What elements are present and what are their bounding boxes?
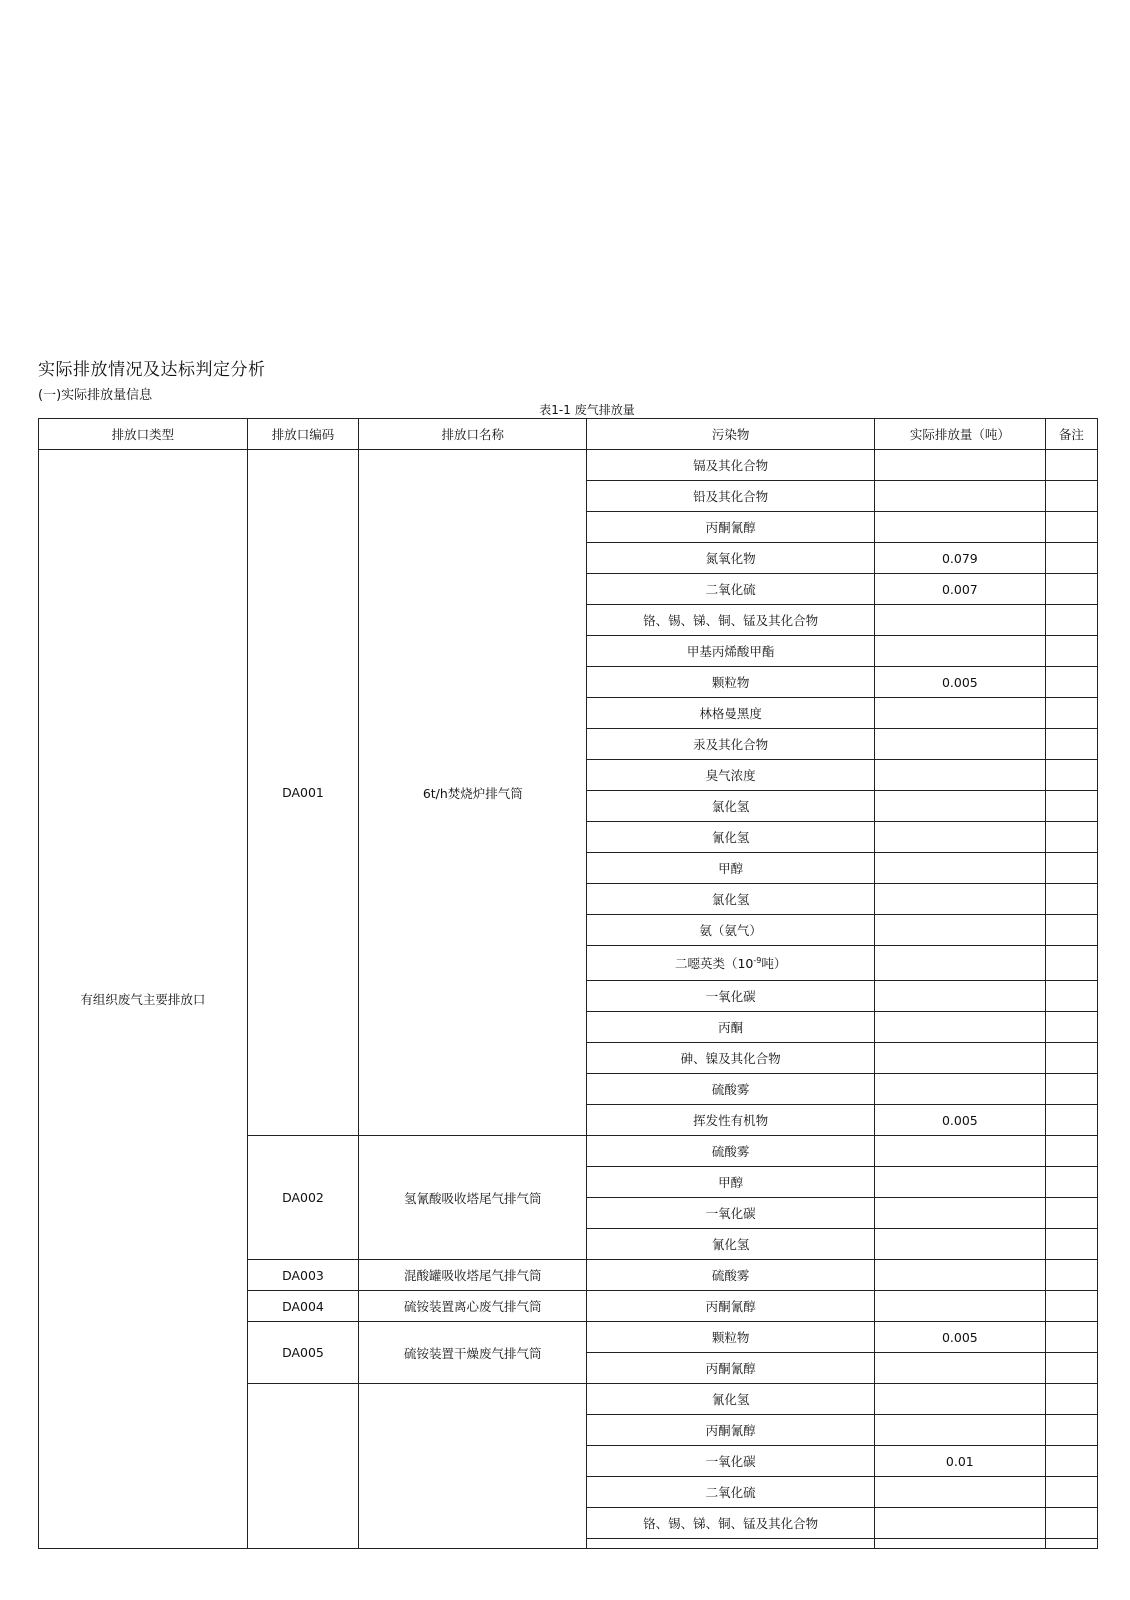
header-remarks: 备注	[1045, 419, 1097, 450]
remarks-cell	[1045, 1012, 1097, 1043]
pollutant-suffix: 吨）	[761, 956, 787, 971]
remarks-cell	[1045, 853, 1097, 884]
remarks-cell	[1045, 791, 1097, 822]
amount-cell	[874, 791, 1045, 822]
outlet-name-cell: 硫铵装置干燥废气排气筒	[359, 1322, 587, 1384]
remarks-cell	[1045, 946, 1097, 981]
remarks-cell	[1045, 1260, 1097, 1291]
amount-cell	[874, 1291, 1045, 1322]
amount-cell	[874, 512, 1045, 543]
remarks-cell	[1045, 481, 1097, 512]
remarks-cell	[1045, 760, 1097, 791]
amount-cell: 0.005	[874, 1322, 1045, 1353]
pollutant-cell: 一氧化碳	[587, 1446, 875, 1477]
pollutant-cell: 硫酸雾	[587, 1260, 875, 1291]
outlet-name-cell	[359, 1384, 587, 1549]
amount-cell: 0.005	[874, 1105, 1045, 1136]
amount-cell	[874, 636, 1045, 667]
outlet-name-cell: 混酸罐吸收塔尾气排气筒	[359, 1260, 587, 1291]
header-outlet-name: 排放口名称	[359, 419, 587, 450]
outlet-type-cell: 有组织废气主要排放口	[39, 450, 248, 1549]
pollutant-text: 二噁英类（10	[674, 956, 754, 971]
amount-cell: 0.005	[874, 667, 1045, 698]
pollutant-cell: 铅及其化合物	[587, 481, 875, 512]
remarks-cell	[1045, 822, 1097, 853]
amount-cell	[874, 1384, 1045, 1415]
header-row	[39, 419, 1098, 450]
amount-cell	[874, 1043, 1045, 1074]
pollutant-cell: 氰化氢	[587, 1229, 875, 1260]
amount-cell	[874, 1229, 1045, 1260]
remarks-cell	[1045, 450, 1097, 481]
amount-cell	[874, 605, 1045, 636]
amount-cell	[874, 1477, 1045, 1508]
pollutant-cell: 铬、锡、锑、铜、锰及其化合物	[587, 1508, 875, 1539]
amount-cell: 0.01	[874, 1446, 1045, 1477]
header-outlet-type: 排放口类型	[39, 419, 248, 450]
remarks-cell	[1045, 667, 1097, 698]
amount-cell	[874, 822, 1045, 853]
outlet-code-cell: DA002	[247, 1136, 359, 1260]
pollutant-cell: 硫酸雾	[587, 1074, 875, 1105]
pollutant-cell: 二氧化硫	[587, 1477, 875, 1508]
pollutant-cell: 一氧化碳	[587, 981, 875, 1012]
remarks-cell	[1045, 1446, 1097, 1477]
pollutant-cell: 氰化氢	[587, 1384, 875, 1415]
amount-cell	[874, 884, 1045, 915]
pollutant-cell: 氨（氨气）	[587, 915, 875, 946]
remarks-cell	[1045, 574, 1097, 605]
pollutant-cell: 汞及其化合物	[587, 729, 875, 760]
amount-cell	[874, 1415, 1045, 1446]
remarks-cell	[1045, 915, 1097, 946]
remarks-cell	[1045, 1043, 1097, 1074]
pollutant-cell: 挥发性有机物	[587, 1105, 875, 1136]
outlet-code-cell: DA001	[247, 450, 359, 1136]
pollutant-cell: 丙酮氰醇	[587, 1353, 875, 1384]
amount-cell	[874, 698, 1045, 729]
amount-cell	[874, 760, 1045, 791]
amount-cell	[874, 450, 1045, 481]
outlet-code-cell: DA004	[247, 1291, 359, 1322]
pollutant-cell: 颗粒物	[587, 1322, 875, 1353]
remarks-cell	[1045, 1415, 1097, 1446]
table-row	[39, 450, 1098, 481]
pollutant-cell: 二氧化硫	[587, 574, 875, 605]
amount-cell	[874, 981, 1045, 1012]
pollutant-cell: 颗粒物	[587, 667, 875, 698]
amount-cell	[874, 481, 1045, 512]
amount-cell	[874, 1198, 1045, 1229]
pollutant-cell	[587, 946, 875, 981]
table-caption: 表1-1 废气排放量	[539, 403, 635, 417]
remarks-cell	[1045, 698, 1097, 729]
emission-table	[38, 418, 1098, 1549]
remarks-cell	[1045, 1353, 1097, 1384]
pollutant-cell: 砷、镍及其化合物	[587, 1043, 875, 1074]
outlet-code-cell	[247, 1384, 359, 1549]
amount-cell	[874, 1353, 1045, 1384]
outlet-code-cell: DA003	[247, 1260, 359, 1291]
amount-cell	[874, 946, 1045, 981]
amount-cell	[874, 1539, 1045, 1549]
pollutant-cell: 丙酮	[587, 1012, 875, 1043]
amount-cell	[874, 853, 1045, 884]
outlet-name-cell: 硫铵装置离心废气排气筒	[359, 1291, 587, 1322]
pollutant-cell: 林格曼黑度	[587, 698, 875, 729]
remarks-cell	[1045, 1167, 1097, 1198]
outlet-name-cell: 氢氰酸吸收塔尾气排气筒	[359, 1136, 587, 1260]
pollutant-cell: 丙酮氰醇	[587, 1291, 875, 1322]
pollutant-cell: 氰化氢	[587, 822, 875, 853]
pollutant-cell: 甲醇	[587, 1167, 875, 1198]
amount-cell	[874, 1136, 1045, 1167]
remarks-cell	[1045, 543, 1097, 574]
amount-cell	[874, 1260, 1045, 1291]
header-amount: 实际排放量（吨）	[874, 419, 1045, 450]
remarks-cell	[1045, 1229, 1097, 1260]
amount-cell	[874, 915, 1045, 946]
remarks-cell	[1045, 1384, 1097, 1415]
remarks-cell	[1045, 636, 1097, 667]
table-body	[39, 450, 1098, 1549]
remarks-cell	[1045, 1105, 1097, 1136]
remarks-cell	[1045, 1074, 1097, 1105]
amount-cell	[874, 1167, 1045, 1198]
amount-cell	[874, 1074, 1045, 1105]
pollutant-cell: 氯化氢	[587, 791, 875, 822]
remarks-cell	[1045, 512, 1097, 543]
pollutant-cell: 甲基丙烯酸甲酯	[587, 636, 875, 667]
header-pollutant: 污染物	[587, 419, 875, 450]
amount-cell: 0.007	[874, 574, 1045, 605]
header-outlet-code: 排放口编码	[247, 419, 359, 450]
table-container	[38, 418, 1130, 1600]
pollutant-superscript: -9	[753, 955, 762, 965]
pollutant-cell: 铬、锡、锑、铜、锰及其化合物	[587, 605, 875, 636]
pollutant-cell: 一氧化碳	[587, 1198, 875, 1229]
pollutant-cell: 丙酮氰醇	[587, 1415, 875, 1446]
remarks-cell	[1045, 605, 1097, 636]
amount-cell	[874, 1508, 1045, 1539]
pollutant-cell: 镉及其化合物	[587, 450, 875, 481]
pollutant-cell: 氯化氢	[587, 884, 875, 915]
remarks-cell	[1045, 1322, 1097, 1353]
remarks-cell	[1045, 1136, 1097, 1167]
pollutant-cell: 氮氧化物	[587, 543, 875, 574]
remarks-cell	[1045, 1539, 1097, 1549]
remarks-cell	[1045, 981, 1097, 1012]
amount-cell	[874, 729, 1045, 760]
amount-cell: 0.079	[874, 543, 1045, 574]
pollutant-cell: 甲醇	[587, 853, 875, 884]
remarks-cell	[1045, 1477, 1097, 1508]
subsection-heading: (一)实际排放量信息	[38, 388, 153, 403]
amount-cell	[874, 1012, 1045, 1043]
outlet-code-cell: DA005	[247, 1322, 359, 1384]
pollutant-cell: 硫酸雾	[587, 1136, 875, 1167]
remarks-cell	[1045, 884, 1097, 915]
section-heading: 实际排放情况及达标判定分析	[38, 360, 266, 380]
remarks-cell	[1045, 1198, 1097, 1229]
remarks-cell	[1045, 1508, 1097, 1539]
outlet-name-cell: 6t/h焚烧炉排气筒	[359, 450, 587, 1136]
pollutant-cell: 臭气浓度	[587, 760, 875, 791]
pollutant-cell: 丙酮氰醇	[587, 512, 875, 543]
remarks-cell	[1045, 1291, 1097, 1322]
pollutant-cell	[587, 1539, 875, 1549]
remarks-cell	[1045, 729, 1097, 760]
